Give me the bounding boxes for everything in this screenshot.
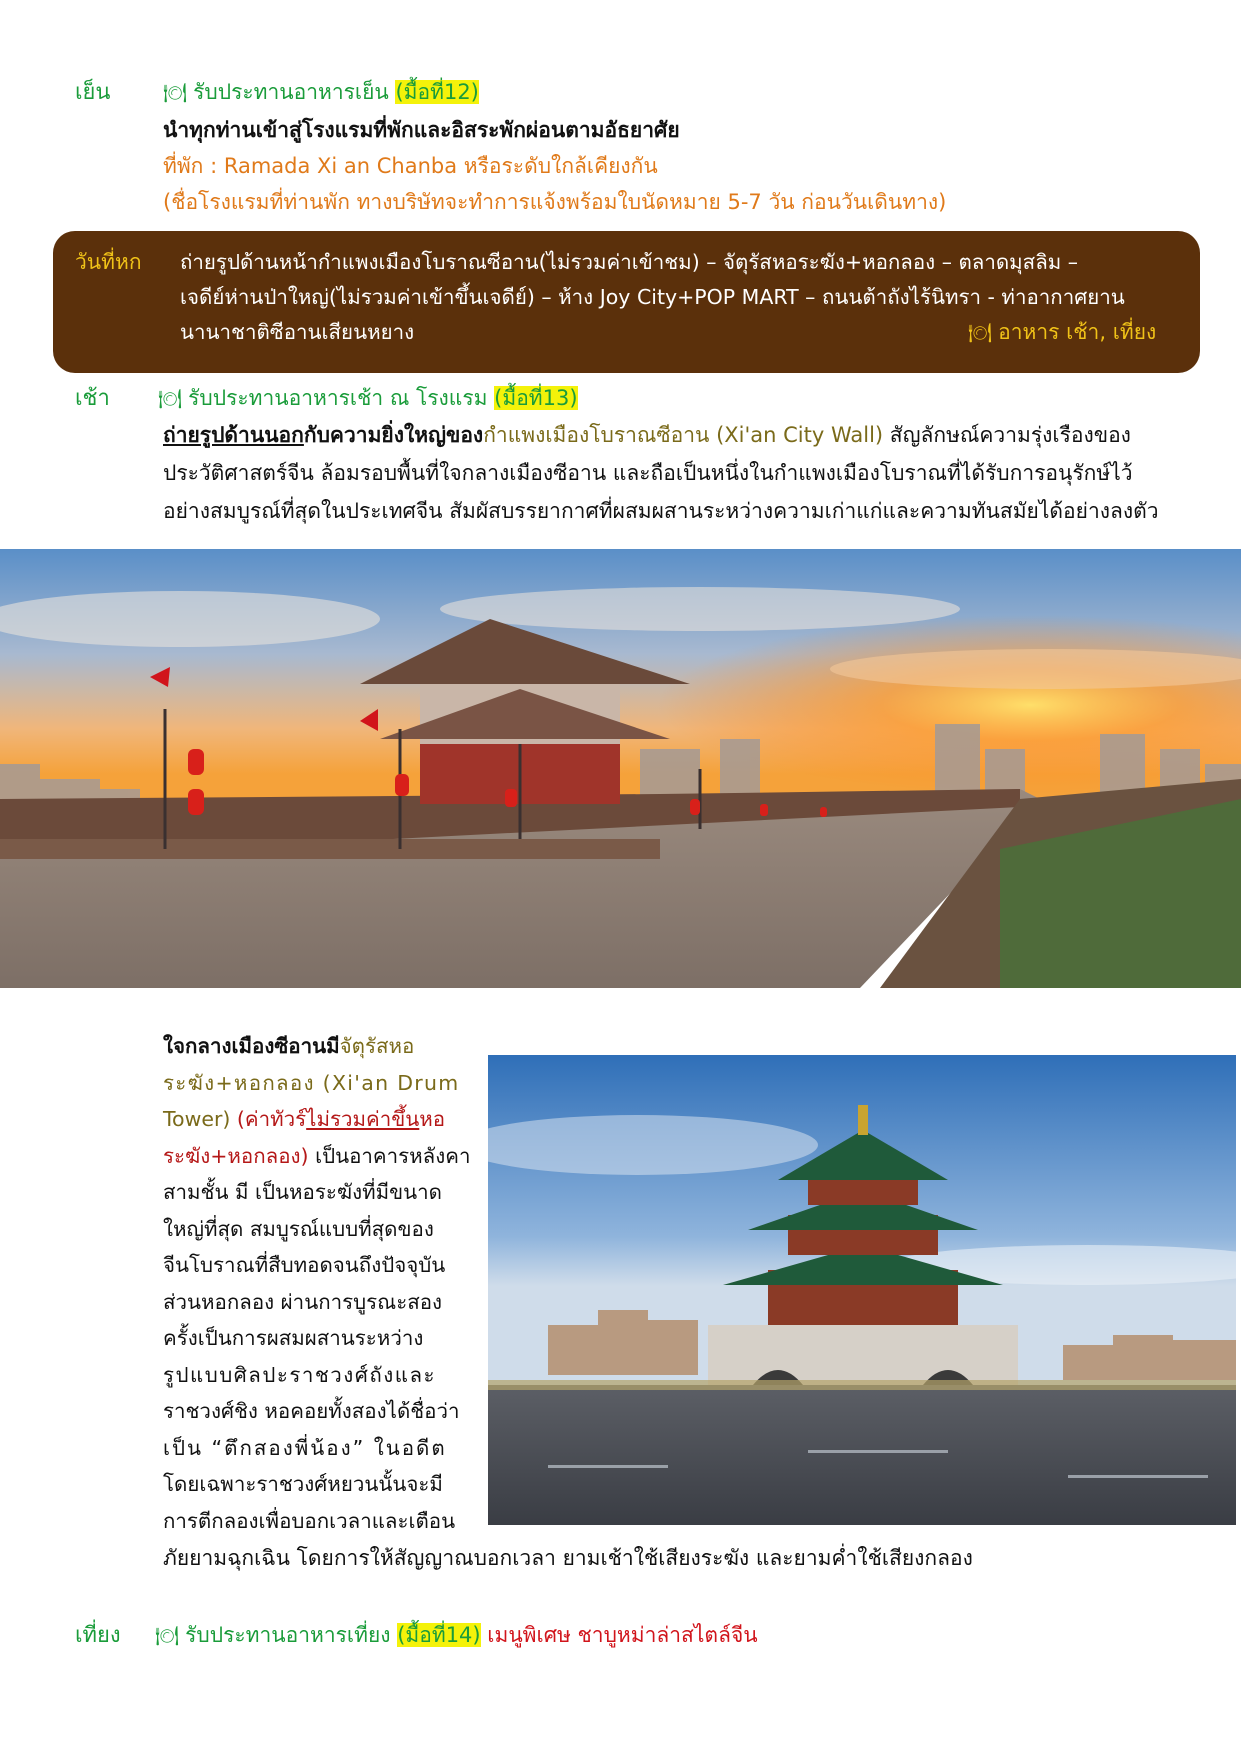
city-wall-paragraph-line-2: ประวัติศาสตร์จีน ล้อมรอบพื้นที่ใจกลางเมืองซีอาน และถือเป็นหนึ่งในกำแพงเมืองโบราณที่ได้รับการอนุรักษ์ไว้ (163, 461, 1133, 485)
city-wall-photo (0, 549, 1241, 988)
lunch-meal-text: รับประทานอาหารเที่ยง (185, 1623, 391, 1647)
tower-desc-part: เป็นอาคารหลังคา (308, 1143, 471, 1168)
drum-tower-paragraph (163, 1028, 470, 1539)
city-wall-paragraph-line-1 (163, 417, 1131, 453)
breakfast-meal-number: (มื้อที่13) (494, 386, 578, 410)
tower-line-14: การตีกลองเพื่อบอกเวลาและเตือน (163, 1508, 456, 1533)
tower-line-11: ราชวงศ์ชิง หอคอยทั้งสองได้ชื่อว่า (163, 1399, 460, 1423)
day-itinerary-line-2: เจดีย์ห่านป่าใหญ่(ไม่รวมค่าเข้าขึ้นเจดีย์) – ห้าง Joy City+POP MART – ถนนต้าถังไร้นิทรา - ท่าอากาศยาน (180, 285, 1125, 309)
not-included-note: ไม่รวมค่าขึ้น (306, 1107, 420, 1131)
day-itinerary-line-3: นานาชาติซีอานเสียนหยาง (180, 320, 415, 344)
meal-icon: 🍽 (155, 1625, 180, 1647)
tower-line-5: สามชั้น มี เป็นหอระฆังที่มีขนาด (163, 1180, 442, 1204)
drum-tower-photo (488, 1055, 1236, 1525)
lunch-meal-line (155, 1617, 758, 1654)
tower-line-12: เป็น “ตึกสองพี่น้อง” ในอดีต (163, 1435, 447, 1460)
tower-line-6: ใหญ่ที่สุด สมบูรณ์แบบที่สุดของ (163, 1216, 434, 1241)
day-label: วันที่หก (75, 250, 142, 274)
tower-line-3 (163, 1101, 470, 1138)
hotel-note: (ชื่อโรงแรมที่ท่านพัก ทางบริษัทจะทำการแจ้งพร้อมใบนัดหมาย 5-7 วัน ก่อนวันเดินทาง) (163, 190, 947, 214)
day-meals (968, 315, 1156, 350)
photo-outside-text: ถ่ายรูปด้านนอก (163, 423, 304, 447)
tower-line-13: โดยเฉพาะราชวงศ์หยวนนั้นจะมี (163, 1472, 443, 1496)
city-wall-paragraph-line-3: อย่างสมบูรณ์ที่สุดในประเทศจีน สัมผัสบรรยากาศที่ผสมผสานระหว่างความเก่าแก่และความทันสมัยได้อย่างลงตัว (163, 499, 1159, 523)
tower-line-8: ส่วนหอกลอง ผ่านการบูรณะสอง (163, 1289, 443, 1314)
lunch-meal-number: (มื้อที่14) (397, 1623, 481, 1647)
tower-name-part: จัตุรัสหอ (339, 1034, 415, 1058)
tower-note-part: หอ (419, 1107, 446, 1131)
meal-icon: 🍽 (968, 322, 993, 344)
dinner-meal-text: รับประทานอาหารเย็น (193, 80, 389, 104)
grandeur-text: กับความยิ่งใหญ่ของ (303, 423, 484, 447)
lunch-label: เที่ยง (75, 1623, 121, 1648)
dinner-label: เย็น (75, 80, 111, 105)
tower-line-9: ครั้งเป็นการผสมผสานระหว่าง (163, 1326, 424, 1350)
tower-line-1 (163, 1028, 470, 1065)
breakfast-meal-text: รับประทานอาหารเช้า ณ โรงแรม (188, 386, 488, 410)
hotel-name: ที่พัก : Ramada Xi an Chanba หรือระดับใกล้เคียงกัน (163, 154, 658, 178)
city-wall-name: กำแพงเมืองโบราณซีอาน (Xi'an City Wall) (483, 423, 884, 447)
tower-paragraph-last-line: ภัยยามฉุกเฉิน โดยการให้สัญญาณบอกเวลา ยามเช้าใช้เสียงระฆัง และยามค่ำใช้เสียงกลอง (163, 1546, 973, 1570)
breakfast-meal-line (158, 380, 578, 417)
tower-intro: ใจกลางเมืองซีอานมี (163, 1034, 340, 1058)
meal-icon: 🍽 (158, 388, 183, 410)
day-banner (53, 231, 1200, 373)
dinner-meal-number: (มื้อที่12) (395, 80, 479, 104)
meal-icon: 🍽 (163, 82, 188, 104)
lunch-menu: เมนูพิเศษ ชาบูหม่าล่าสไตล์จีน (487, 1623, 758, 1647)
tower-line-7: จีนโบราณที่สืบทอดจนถึงปัจจุบัน (163, 1253, 446, 1277)
tower-line-2: ระฆัง+หอกลอง (Xi'an Drum (163, 1070, 460, 1095)
dinner-description: นำทุกท่านเข้าสู่โรงแรมที่พักและอิสระพักผ่อนตามอัธยาศัย (163, 118, 680, 142)
dinner-meal-line (163, 74, 479, 111)
tower-line-10: รูปแบบศิลปะราชวงศ์ถังและ (163, 1362, 437, 1387)
day-meals-text: อาหาร เช้า, เที่ยง (998, 320, 1157, 344)
tower-line-4 (163, 1138, 470, 1175)
day-itinerary-line-1: ถ่ายรูปด้านหน้ากำแพงเมืองโบราณซีอาน(ไม่รวมค่าเข้าชม) – จัตุรัสหอระฆัง+หอกลอง – ตลาดมุสลิม – (180, 250, 1079, 274)
breakfast-label: เช้า (75, 386, 110, 411)
city-wall-text: สัญลักษณ์ความรุ่งเรืองของ (883, 423, 1131, 447)
tower-name-end: Tower) (163, 1107, 237, 1131)
tour-price-note: (ค่าทัวร์ (236, 1107, 307, 1131)
tower-note-end: ระฆัง+หอกลอง) (163, 1143, 309, 1168)
